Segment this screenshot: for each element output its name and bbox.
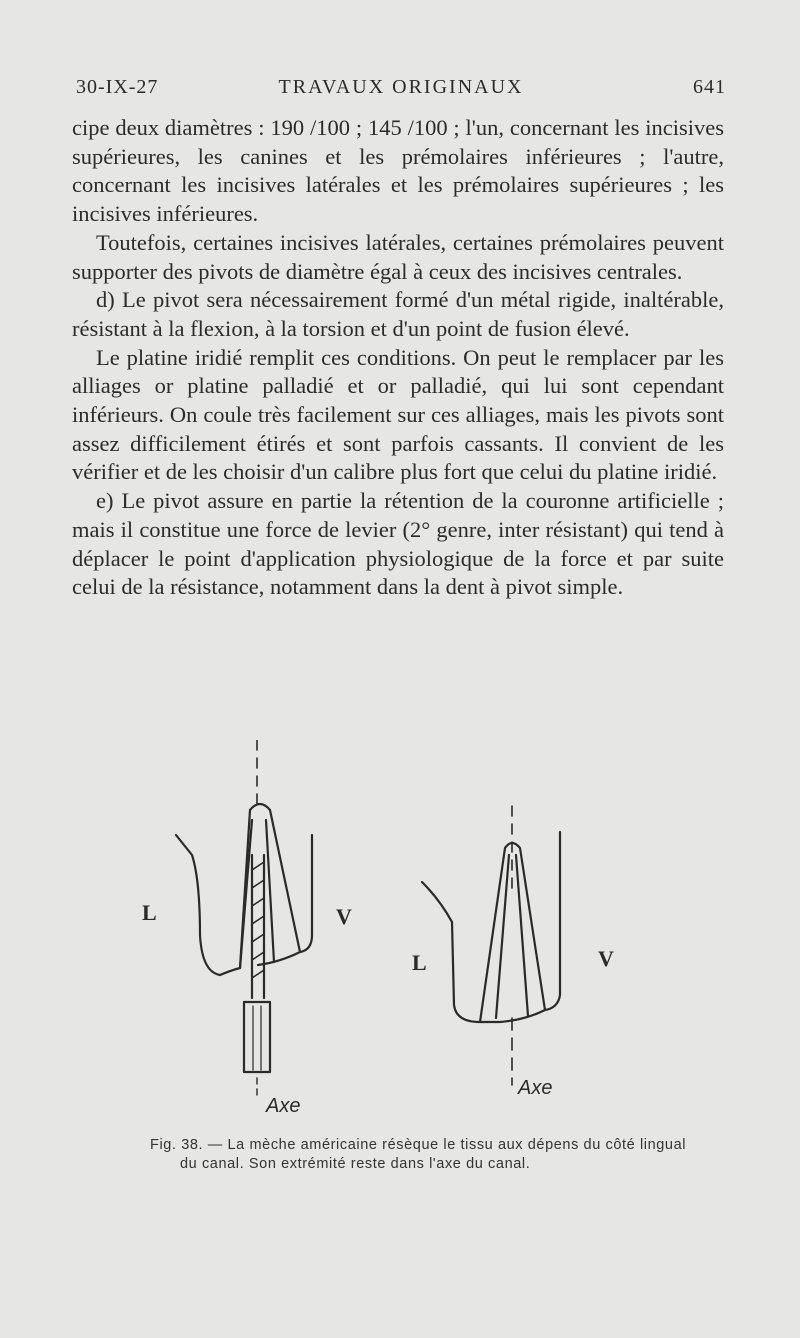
paragraph: e) Le pivot assure en partie la rétention de la couronne artificielle ; mais il constitue une force de levier (2° genre, inter résistant) qui tend à déplacer le point d'application physiologique de la force et par suite celui de la résistance, notamment dans la dent à pivot simple.	[72, 488, 724, 600]
paragraph-continued: cipe deux diamètres : 190 /100 ; 145 /100 ; l'un, concernant les incisives supérieures, les canines et les prémolaires inférieures ; l'autre, concernant les incisives latérales et les prémolaires supérieures ; les incisives inférieures.	[72, 115, 724, 227]
vestibular-gum	[300, 835, 312, 952]
caption-line-2: du canal. Son extrémité reste dans l'axe du canal.	[180, 1156, 531, 1172]
right-tooth-drawing	[422, 806, 560, 1085]
crown-inner-line	[496, 855, 509, 1018]
crown-inner-line	[240, 820, 252, 968]
paragraph: Toutefois, certaines incisives latérales, certaines prémolaires peuvent supporter des pivots de diamètre égal à ceux des incisives centrales.	[72, 229, 724, 284]
page-number: 641	[693, 76, 726, 98]
paragraph: Le platine iridié remplit ces conditions. On peut le remplacer par les alliages or platine palladié et or palladié, qui lui sont cependant inférieurs. On coule très facilement sur ces alliages, mais les pivots sont assez difficilement étirés et sont parfois cassants. Il convient de les vérifier et de les choisir d'un calibre plus fort que celui du platine iridié.	[72, 344, 724, 485]
caption-line-1: Fig. 38. — La mèche américaine résèque le tissu aux dépens du côté lingual	[150, 1137, 687, 1153]
drill-shank	[244, 1002, 270, 1072]
body-text	[72, 114, 724, 602]
figure-caption	[150, 1136, 720, 1174]
crown-inner-line	[516, 855, 528, 1016]
lingual-gum	[176, 835, 220, 975]
header-date: 30-IX-27	[76, 76, 159, 98]
label-vestibular-left: V	[336, 904, 352, 929]
crown-outline	[220, 804, 300, 975]
figure-38	[140, 740, 660, 1120]
label-lingual-left: L	[142, 900, 157, 925]
header-title: TRAVAUX ORIGINAUX	[278, 76, 524, 98]
label-vestibular-right: V	[598, 946, 614, 971]
running-head	[76, 76, 726, 106]
left-tooth-drawing	[176, 740, 312, 1096]
paragraph: d) Le pivot sera nécessairement formé d'un métal rigide, inaltérable, résistant à la flexion, à la torsion et d'un point de fusion élevé.	[72, 287, 724, 341]
crown-inner-line	[266, 820, 274, 962]
lingual-gum	[422, 882, 480, 1022]
label-lingual-right: L	[412, 950, 427, 975]
vestibular-gum	[545, 832, 560, 1010]
axis-label-right: Axe	[518, 1077, 553, 1099]
axis-label-left: Axe	[266, 1095, 301, 1117]
